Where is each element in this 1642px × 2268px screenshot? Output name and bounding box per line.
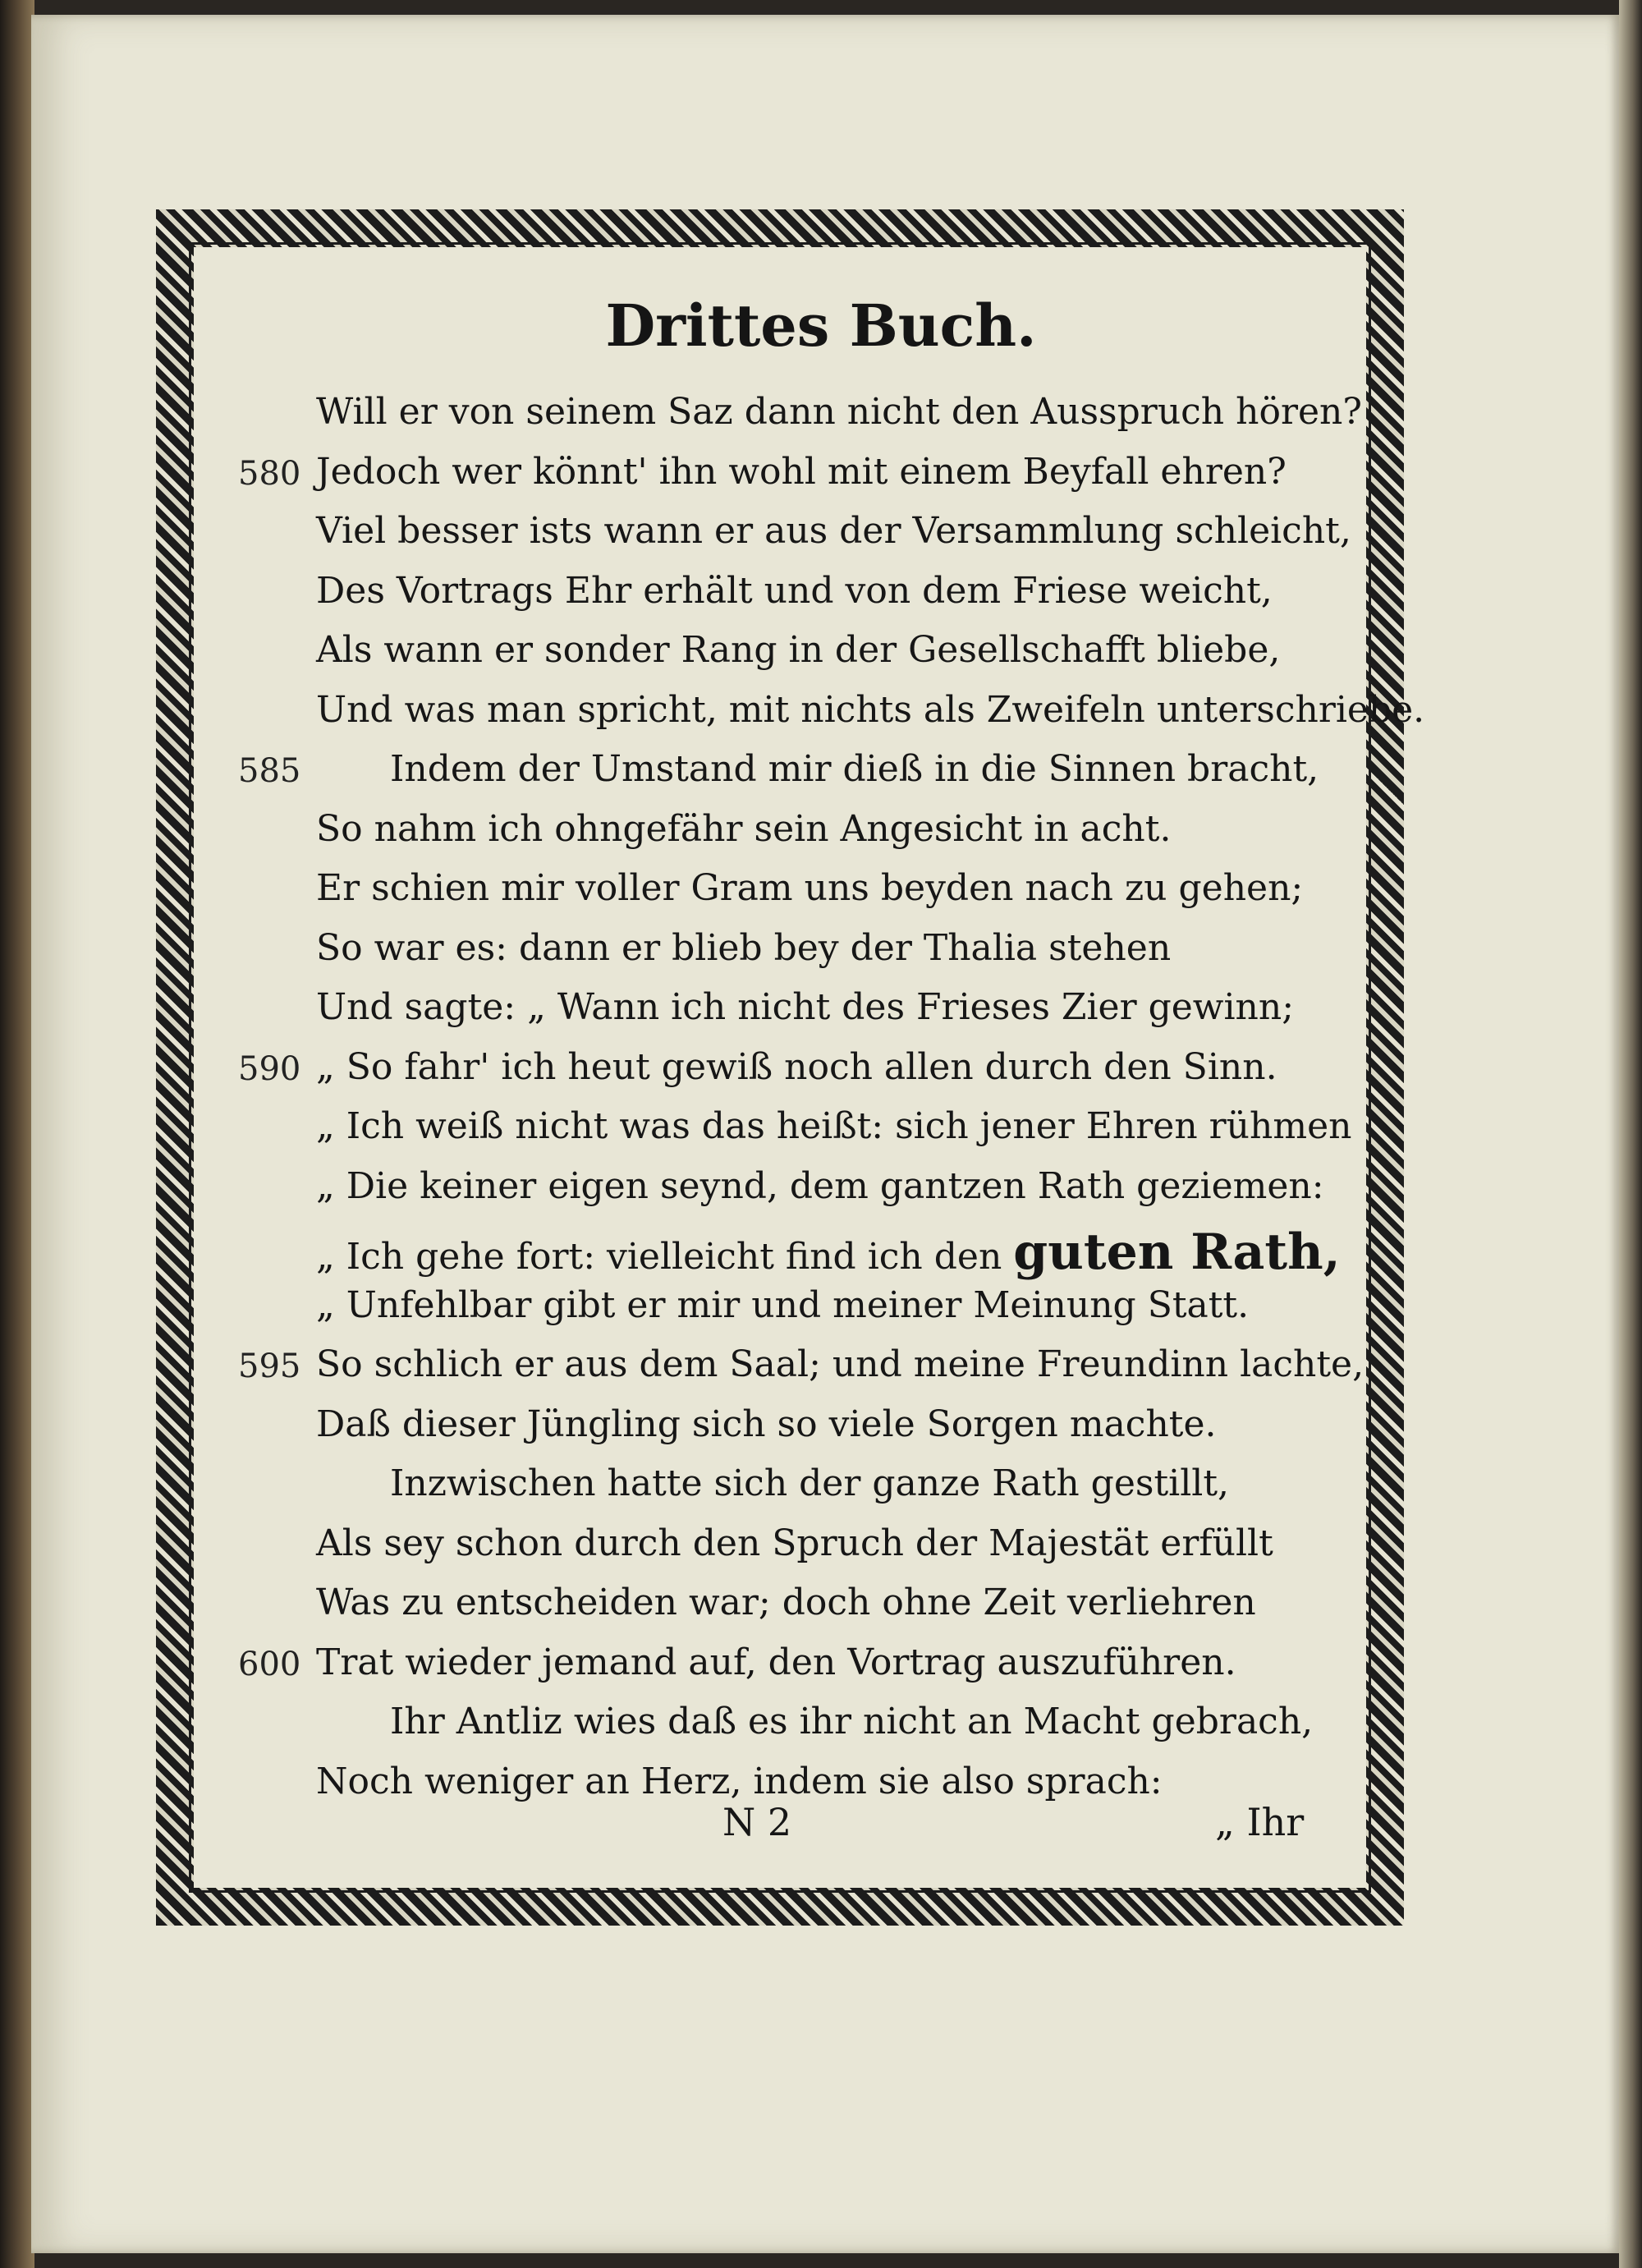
- verse-text: So nahm ich ohngefähr sein Angesicht in acht.: [316, 808, 1172, 850]
- verse-line: [316, 391, 1362, 433]
- verse-text: Daß dieser Jüngling sich so viele Sorgen machte.: [316, 1403, 1217, 1445]
- verse-line: [316, 629, 1281, 671]
- signature-mark: N 2: [722, 1800, 792, 1844]
- verse-line: [316, 808, 1172, 850]
- verse-line: [316, 1403, 1217, 1445]
- verse-line: [316, 1284, 1250, 1326]
- verse-text: Noch weniger an Herz, indem sie also sprach:: [316, 1761, 1163, 1802]
- verse-line: [316, 1761, 1163, 1802]
- verse-text: „ Die keiner eigen seynd, dem gantzen Rath geziemen:: [316, 1165, 1324, 1207]
- verse-text: Indem der Umstand mir dieß in die Sinnen bracht,: [390, 748, 1319, 790]
- verse-line: [316, 986, 1295, 1028]
- verse-text: Viel besser ists wann er aus der Versammlung schleicht,: [316, 510, 1351, 552]
- verse-text: So schlich er aus dem Saal; und meine Freundinn lachte,: [316, 1343, 1365, 1385]
- verse-text: „ Unfehlbar gibt er mir und meiner Meinung Statt.: [316, 1284, 1250, 1326]
- line-number: 590: [238, 1050, 301, 1088]
- verse-text: „ Ich weiß nicht was das heißt: sich jener Ehren rühmen: [316, 1105, 1352, 1147]
- verse-line: [316, 451, 1287, 493]
- verse-text: Und was man spricht, mit nichts als Zweifeln unterschriebe.: [316, 689, 1425, 731]
- verse-text: Als sey schon durch den Spruch der Majestät erfüllt: [316, 1522, 1273, 1564]
- verse-text: Was zu entscheiden war; doch ohne Zeit verliehren: [316, 1582, 1256, 1623]
- verse-line: [316, 1343, 1365, 1385]
- verse-text: Und sagte: „ Wann ich nicht des Frieses Zier gewinn;: [316, 986, 1295, 1028]
- emphasized-text: guten Rath,: [1013, 1224, 1341, 1281]
- line-number: 585: [238, 752, 301, 790]
- verse-line: [316, 689, 1425, 731]
- verse-text: Jedoch wer könnt' ihn wohl mit einem Beyfall ehren?: [316, 451, 1287, 493]
- verse-text: Des Vortrags Ehr erhält und von dem Friese weicht,: [316, 570, 1273, 612]
- verse-text: „ So fahr' ich heut gewiß noch allen durch den Sinn.: [316, 1046, 1277, 1088]
- line-number: 580: [238, 455, 301, 493]
- verse-line: [316, 1165, 1324, 1207]
- verse-text: Will er von seinem Saz dann nicht den Ausspruch hören?: [316, 391, 1362, 433]
- verse-text: Trat wieder jemand auf, den Vortrag auszuführen.: [316, 1641, 1236, 1683]
- verse-text: Inzwischen hatte sich der ganze Rath gestillt,: [390, 1462, 1230, 1504]
- verse-line: [316, 1224, 1341, 1281]
- verse-line: [316, 927, 1172, 969]
- verse-line: [316, 1582, 1256, 1623]
- verse-line: [316, 1105, 1352, 1147]
- verse-line: [316, 570, 1273, 612]
- verse-text: Ihr Antliz wies daß es ihr nicht an Macht gebrach,: [390, 1701, 1314, 1742]
- verse-line: [316, 867, 1304, 909]
- line-number: 600: [238, 1646, 301, 1683]
- verse-line: [390, 1701, 1314, 1742]
- verse-line: [316, 1522, 1273, 1564]
- line-number: 595: [238, 1347, 301, 1385]
- verse-text: „ Ich gehe fort: vielleicht find ich den: [316, 1236, 1002, 1278]
- verse-line: [316, 1641, 1236, 1683]
- verse-text: So war es: dann er blieb bey der Thalia stehen: [316, 927, 1172, 969]
- catchword: „ Ihr: [1215, 1800, 1305, 1844]
- verse-text: Er schien mir voller Gram uns beyden nach zu gehen;: [316, 867, 1304, 909]
- verse-line: [390, 748, 1319, 790]
- verse-text: Als wann er sonder Rang in der Gesellschafft bliebe,: [316, 629, 1281, 671]
- verse-line: [316, 510, 1351, 552]
- page-heading: Drittes Buch.: [605, 292, 1037, 360]
- verse-line: [390, 1462, 1230, 1504]
- verse-line: [316, 1046, 1277, 1088]
